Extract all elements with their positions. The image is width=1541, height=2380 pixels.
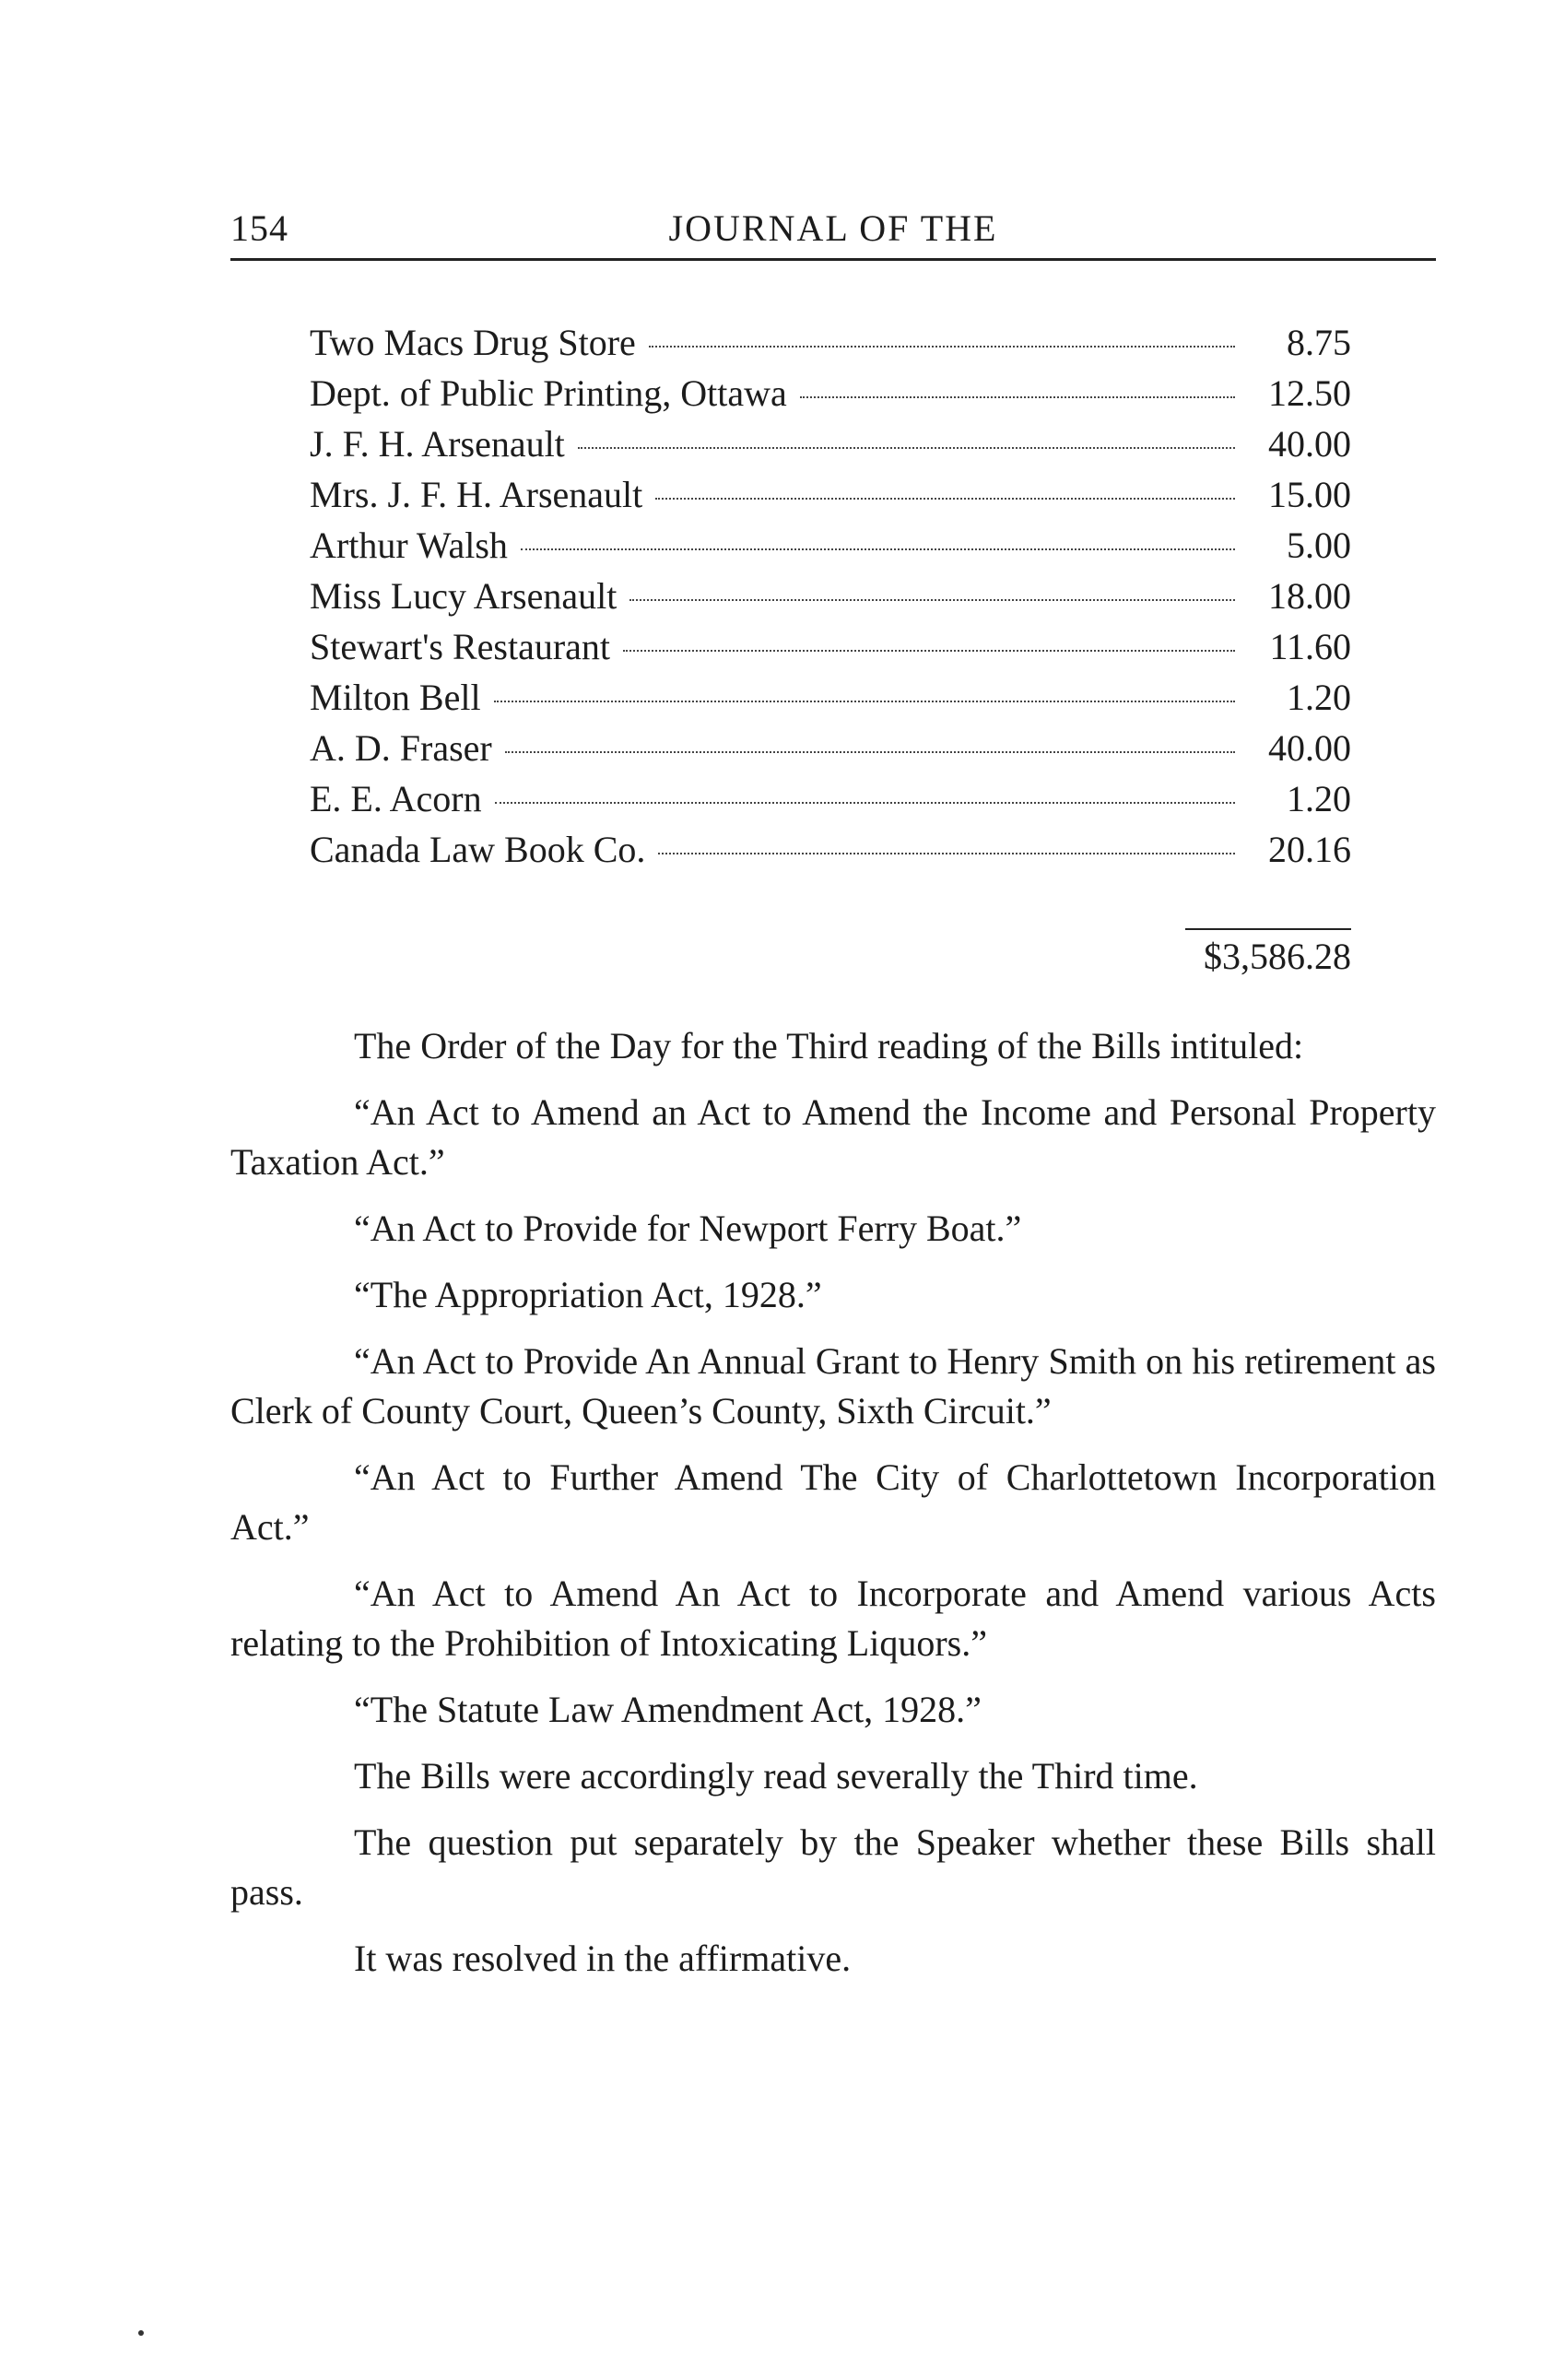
ledger-amount: 15.00 [1268, 474, 1351, 515]
ledger-payee: A. D. Fraser [310, 727, 492, 769]
ledger-row [310, 473, 1351, 524]
ledger-row [310, 777, 1351, 828]
total-rule [1185, 928, 1351, 930]
ledger-row [310, 371, 1351, 422]
ledger-amount: 1.20 [1287, 677, 1351, 718]
journal-body-text [230, 1021, 1436, 2000]
dot-leader [629, 599, 1235, 601]
body-paragraph: “The Statute Law Amendment Act, 1928.” [354, 1689, 982, 1730]
ledger-row [310, 321, 1351, 371]
dot-leader [649, 346, 1235, 348]
body-paragraph: It was resolved in the affirmative. [354, 1938, 852, 1979]
dot-leader [494, 701, 1235, 702]
ledger-payee: Canada Law Book Co. [310, 829, 646, 870]
dot-leader [495, 802, 1235, 804]
body-paragraph: “An Act to Provide for Newport Ferry Boat.” [354, 1208, 1022, 1249]
dot-leader [505, 751, 1235, 753]
body-paragraph: “The Appropriation Act, 1928.” [354, 1274, 822, 1315]
dot-leader [578, 447, 1235, 449]
ledger-amount: 40.00 [1268, 727, 1351, 769]
dot-leader [655, 498, 1235, 500]
body-paragraph: The Bills were accordingly read severally the Third time. [354, 1755, 1198, 1797]
body-paragraph: The Order of the Day for the Third reading of the Bills intituled: [354, 1025, 1304, 1066]
ledger-row [310, 726, 1351, 777]
print-speck [138, 2330, 144, 2336]
running-head: JOURNAL OF THE [668, 207, 998, 249]
dot-leader [521, 548, 1235, 550]
ledger-payee: Milton Bell [310, 677, 481, 718]
ledger-total: $3,586.28 [1204, 936, 1351, 977]
ledger-payee: Miss Lucy Arsenault [310, 575, 618, 617]
body-paragraph: “An Act to Amend an Act to Amend the Income and Personal Property Taxation Act.” [230, 1091, 1436, 1183]
ledger-payee: Two Macs Drug Store [310, 322, 636, 363]
ledger-row [310, 574, 1351, 625]
page-number: 154 [230, 207, 288, 249]
ledger-row [310, 422, 1351, 473]
ledger-amount: 5.00 [1287, 524, 1351, 566]
ledger-amount: 40.00 [1268, 423, 1351, 465]
dot-leader [800, 396, 1235, 398]
ledger-amount: 20.16 [1268, 829, 1351, 870]
body-paragraph: “An Act to Further Amend The City of Charlottetown Incorporation Act.” [230, 1456, 1436, 1548]
ledger-amount: 8.75 [1287, 322, 1351, 363]
ledger-payee: Stewart's Restaurant [310, 626, 611, 667]
ledger-amount: 11.60 [1269, 626, 1351, 667]
expense-ledger [310, 321, 1351, 878]
ledger-row [310, 828, 1351, 878]
ledger-payee: Arthur Walsh [310, 524, 508, 566]
ledger-row [310, 524, 1351, 574]
body-paragraph: “An Act to Provide An Annual Grant to Henry Smith on his retirement as Clerk of County Court, Queen’s County, Sixth Circuit.” [230, 1340, 1436, 1432]
ledger-payee: J. F. H. Arsenault [310, 423, 565, 465]
body-paragraph: “An Act to Amend An Act to Incorporate and Amend various Acts relating to the Prohibition of Intoxicating Liquors.” [230, 1573, 1436, 1664]
dot-leader [623, 650, 1235, 652]
ledger-row [310, 625, 1351, 676]
ledger-payee: E. E. Acorn [310, 778, 482, 819]
ledger-amount: 1.20 [1287, 778, 1351, 819]
ledger-amount: 18.00 [1268, 575, 1351, 617]
ledger-payee: Mrs. J. F. H. Arsenault [310, 474, 643, 515]
ledger-row [310, 676, 1351, 726]
ledger-amount: 12.50 [1268, 372, 1351, 414]
body-paragraph: The question put separately by the Speaker whether these Bills shall pass. [230, 1821, 1436, 1913]
dot-leader [658, 853, 1235, 854]
ledger-payee: Dept. of Public Printing, Ottawa [310, 372, 787, 414]
page-header [230, 203, 1436, 261]
